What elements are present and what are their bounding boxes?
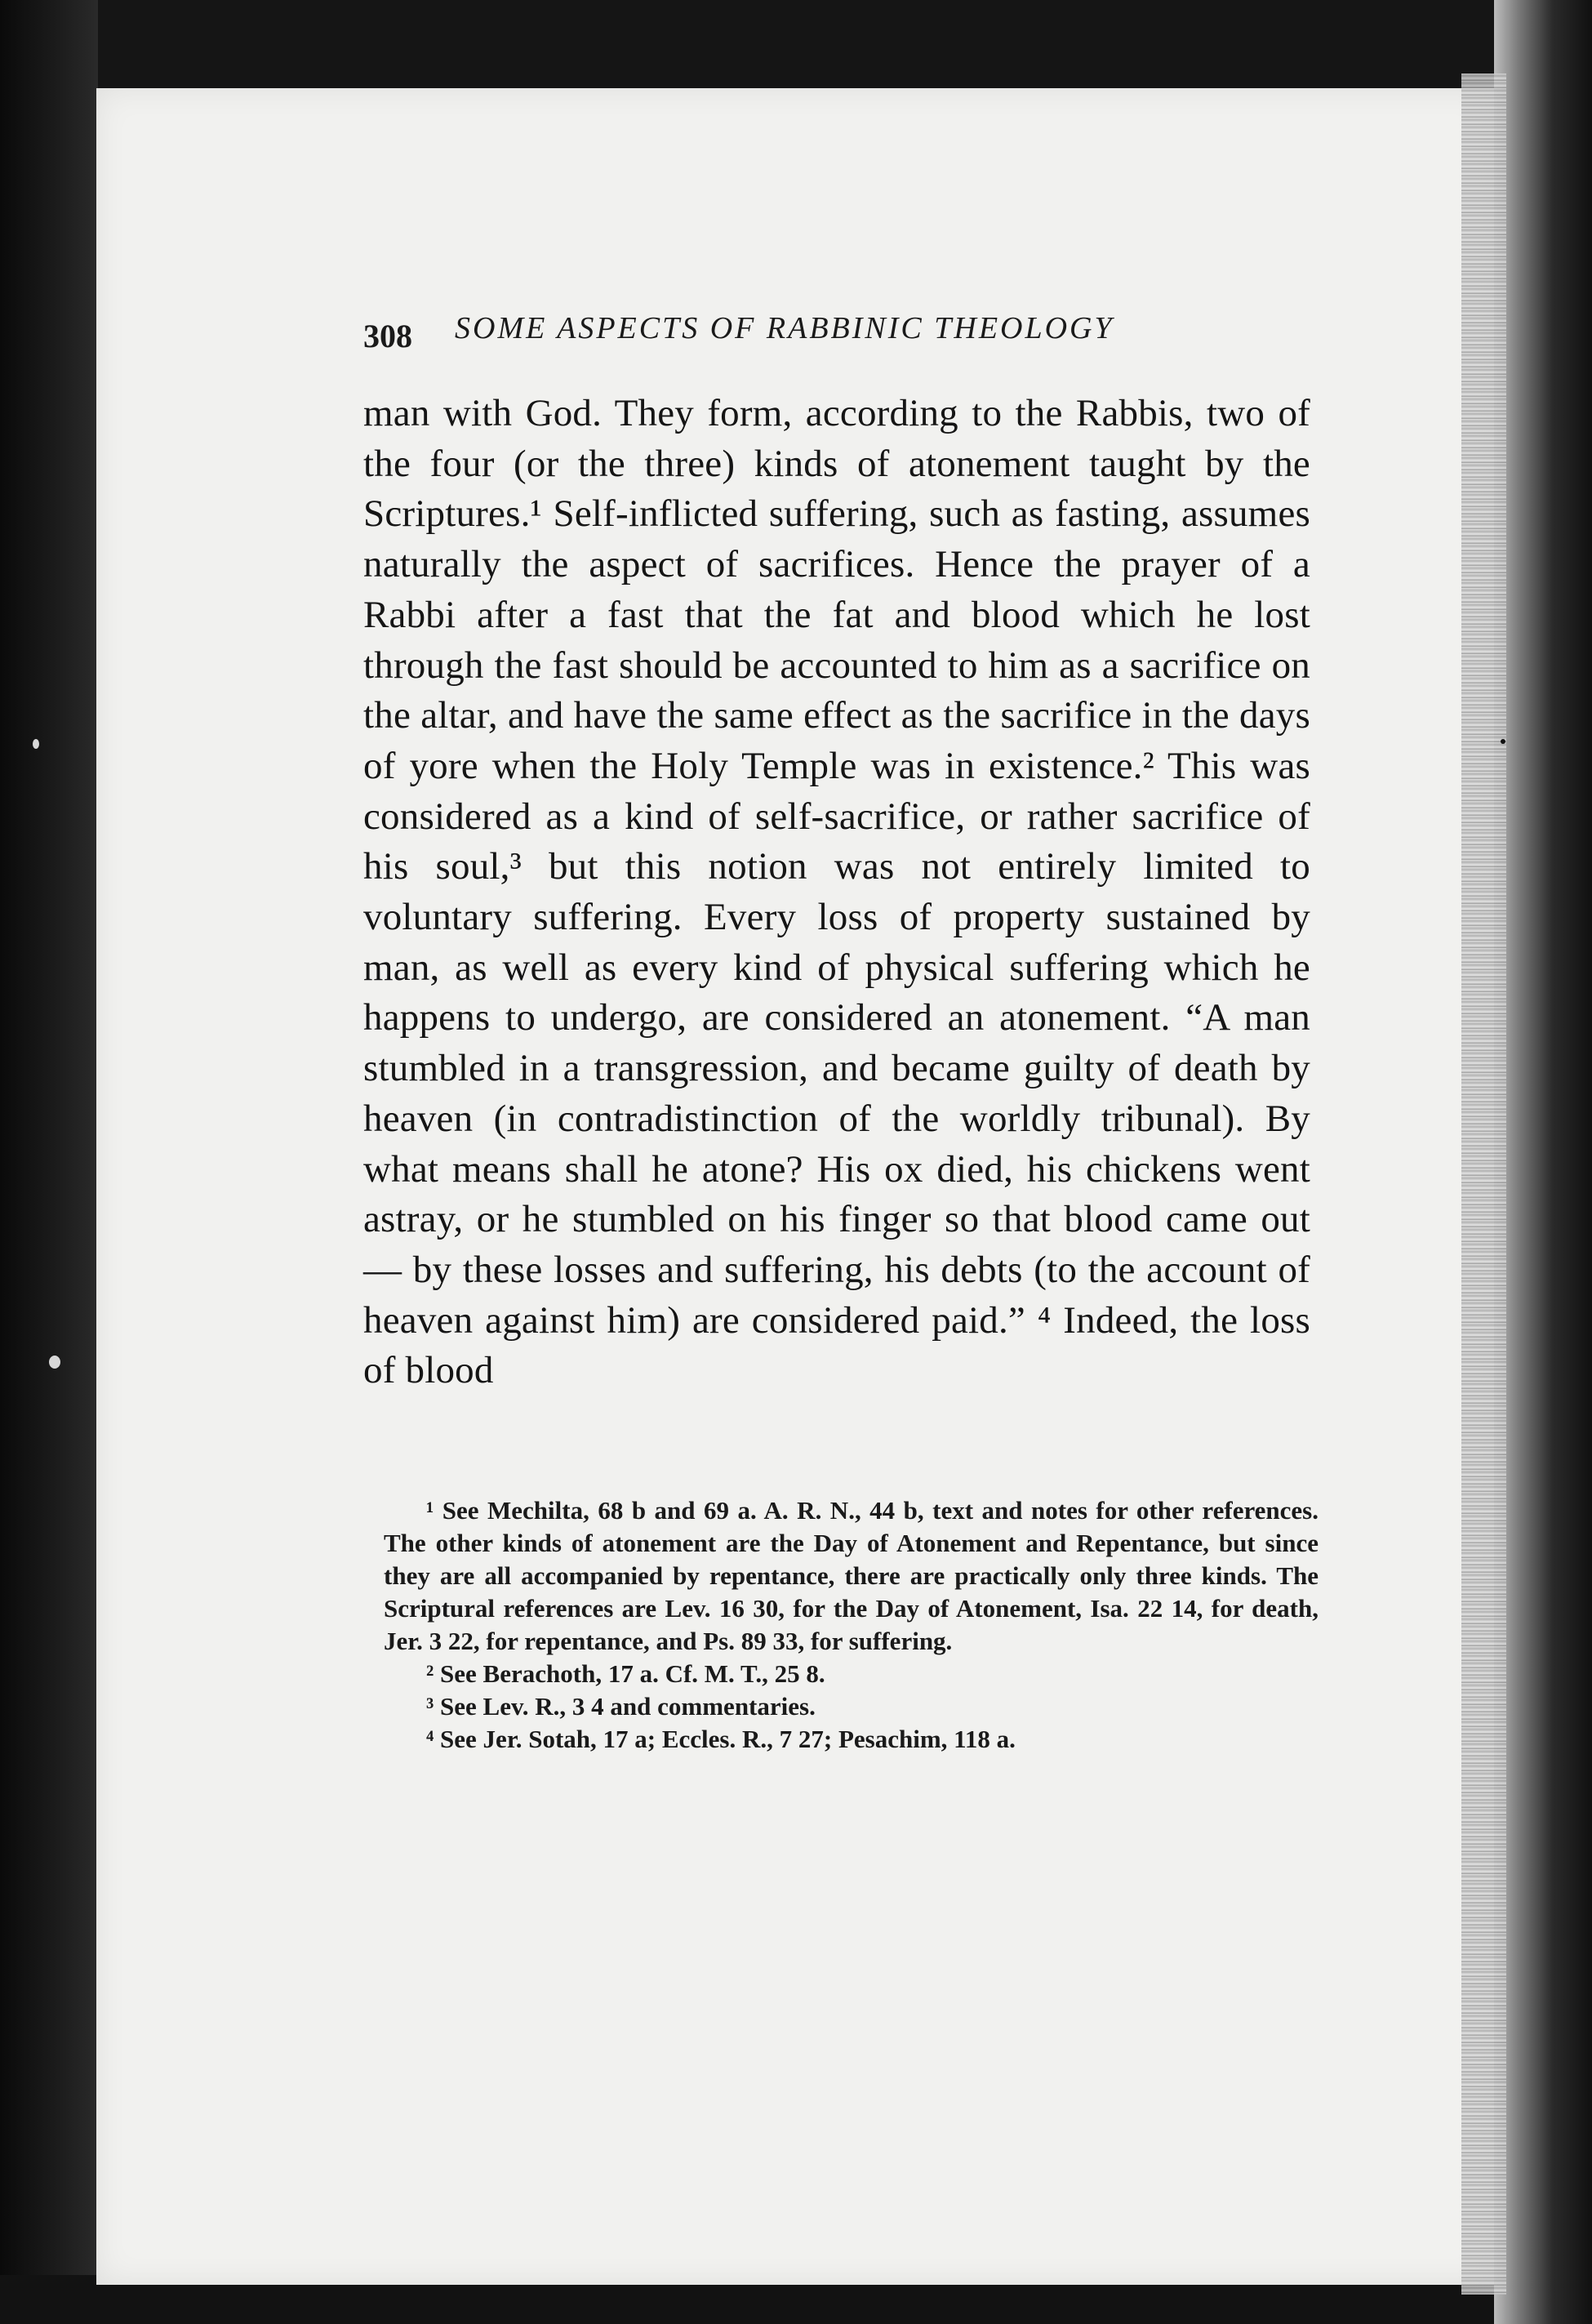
body-paragraph: man with God. They form, according to the Rabbis, two of the four (or the three) kinds of atonement taught by the Scriptures.¹ Self-inflicted suffering, such as fasting, assumes naturally the aspect of sacrifices. Hence the prayer of a Rabbi after a fast that the fat and blood which he lost through the fast should be accounted to him as a sacrifice on the altar, and have the same effect as the sacrifice in the days of yore when the Holy Temple was in existence.² This was considered as a kind of self-sacrifice, or rather sacrifice of his soul,³ but this notion was not entirely limited to voluntary suffering. Every loss of property sustained by man, as well as every kind of physical suffering which he happens to undergo, are considered an atonement. “A man stumbled in a transgression, and became guilty of death by heaven (in contradistinction of the worldly tribunal). By what means shall he atone? His ox died, his chickens went astray, or he stumbled on his finger so that blood came out — by these losses and suffering, his debts (to the account of heaven against him) are considered paid.” ⁴ Indeed, the loss of blood [363,392,1310,1392]
body-text [363,389,1310,1396]
footnote-4: ⁴ See Jer. Sotah, 17 a; Eccles. R., 7 27; Pesachim, 118 a. [426,1725,1016,1753]
scan-speck [33,739,39,749]
page-header [363,310,1302,367]
footnote-2: ² See Berachoth, 17 a. Cf. M. T., 25 8. [426,1659,825,1688]
scan-border-left [0,0,98,2324]
page-number: 308 [363,318,412,354]
footnotes [384,1494,1319,1756]
running-head: SOME ASPECTS OF RABBINIC THEOLOGY [455,311,1114,345]
page-edge-strip [1461,73,1506,2295]
scan-speck [49,1356,60,1369]
footnote-1: ¹ See Mechilta, 68 b and 69 a. A. R. N., 44 b, text and notes for other references. The other kinds of atonement are the Day of Atonement and Repentance, but since they are all accompanied by repentance, there are practically only three kinds. The Scriptural references are Lev. 16 30, for the Day of Atonement, Isa. 22 14, for death, Jer. 3 22, for repentance, and Ps. 89 33, for suffering. [384,1496,1319,1655]
footnote-3: ³ See Lev. R., 3 4 and commentaries. [426,1692,816,1721]
scan-border-right [1494,0,1592,2324]
scan-border-top [0,0,1592,90]
scan-speck [1501,739,1505,744]
